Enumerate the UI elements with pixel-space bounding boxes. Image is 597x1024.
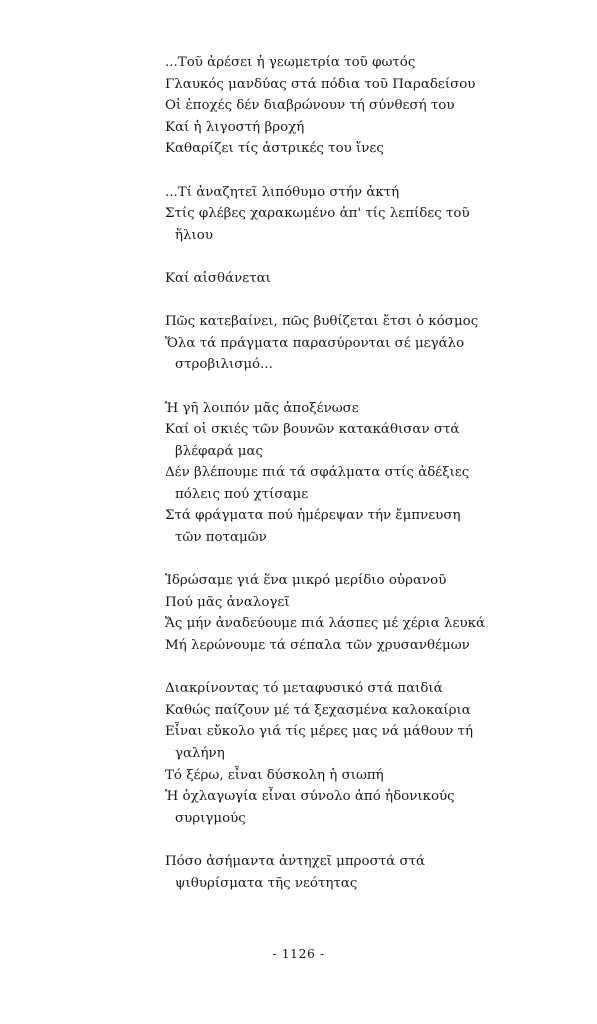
poem-body <box>165 52 565 894</box>
poem-line: Καί οἱ σκιές τῶν βουνῶν κατακάθισαν στά <box>165 422 460 438</box>
poem-line: Καί αἰσθάνεται <box>165 270 271 286</box>
poem-line: Στά φράγματα πού ἡμέρεψαν τήν ἔμπνευση <box>165 508 461 524</box>
stanza <box>165 52 565 160</box>
poem-line-continuation: συριγμούς <box>175 810 246 826</box>
stanza <box>165 678 565 829</box>
stanza-break <box>165 549 565 571</box>
poem-line: Εἶναι εὔκολο γιά τίς μέρες μας νά μάθουν τή <box>165 724 473 740</box>
poem-line: Οἱ ἐποχές δέν διαβρώνουν τή σύνθεσή του <box>165 98 455 114</box>
stanza <box>165 570 565 656</box>
stanza-break <box>165 290 565 312</box>
stanza <box>165 851 565 894</box>
poem-line: Διακρίνοντας τό μεταφυσικό στά παιδιά <box>165 681 443 697</box>
poem-line: Ἱδρώσαμε γιά ἕνα μικρό μερίδιο οὐρανοῦ <box>165 573 447 589</box>
poem-line: Ὅλα τά πράγματα παρασύρονται σέ μεγάλο <box>165 335 465 351</box>
poem-line-continuation: γαλήνη <box>175 746 225 761</box>
stanza-break <box>165 829 565 851</box>
poem-line-continuation: ψιθυρίσματα τῆς νεότητας <box>175 875 358 891</box>
poem-line-continuation: ἥλιου <box>175 227 213 243</box>
poem-line: ...Τί ἀναζητεῖ λιπόθυμο στήν ἀκτή <box>165 184 400 200</box>
poem-line-continuation: τῶν ποταμῶν <box>175 530 267 546</box>
stanza-break <box>165 376 565 398</box>
stanza <box>165 311 565 376</box>
poem-line: Τό ξέρω, εἶναι δύσκολη ἡ σιωπή <box>165 767 384 783</box>
stanza <box>165 268 565 290</box>
poem-line: Στίς φλέβες χαρακωμένο ἀπ' τίς λεπίδες τοῦ <box>165 206 470 222</box>
poem-line: Ἡ γῆ λοιπόν μᾶς ἀποξένωσε <box>165 400 359 416</box>
poem-line: Καί ἡ λιγοστή βροχή <box>165 119 305 135</box>
poem-line: Πού μᾶς ἀναλογεῖ <box>165 594 290 610</box>
poem-line: Καθαρίζει τίς ἀστρικές του ἴνες <box>165 141 384 157</box>
page-number: - 1126 - <box>272 946 325 961</box>
poem-line: Ἡ ὀχλαγωγία εἶναι σύνολο ἀπό ἡδονικούς <box>165 789 455 805</box>
poem-line-continuation: στροβιλισμό... <box>175 357 273 373</box>
poem-line-continuation: βλέφαρά μας <box>175 443 264 459</box>
poem-line: ...Τοῦ ἀρέσει ἡ γεωμετρία τοῦ φωτός <box>165 55 416 70</box>
poem-line: Δέν βλέπουμε πιά τά σφάλματα στίς ἀδέξιες <box>165 465 470 481</box>
poem-line-continuation: πόλεις πού χτίσαμε <box>175 486 309 502</box>
poem-line: Πῶς κατεβαίνει, πῶς βυθίζεται ἔτσι ὁ κόσμος <box>165 314 479 330</box>
stanza <box>165 398 565 549</box>
poem-line: Μή λερώνουμε τά σέπαλα τῶν χρυσανθέμων <box>165 638 470 654</box>
poem-line: Καθώς παίζουν μέ τά ξεχασμένα καλοκαίρια <box>165 702 471 718</box>
stanza <box>165 182 565 247</box>
stanza-break <box>165 246 565 268</box>
stanza-break <box>165 657 565 679</box>
poem-line: Ἄς μήν ἀναδεύουμε πιά λάσπες μέ χέρια λευκά <box>165 616 486 632</box>
stanza-break <box>165 160 565 182</box>
poem-line: Γλαυκός μανδύας στά πόδια τοῦ Παραδείσου <box>165 76 476 92</box>
poem-line: Πόσο ἀσήμαντα ἀντηχεῖ μπροστά στά <box>165 853 426 869</box>
